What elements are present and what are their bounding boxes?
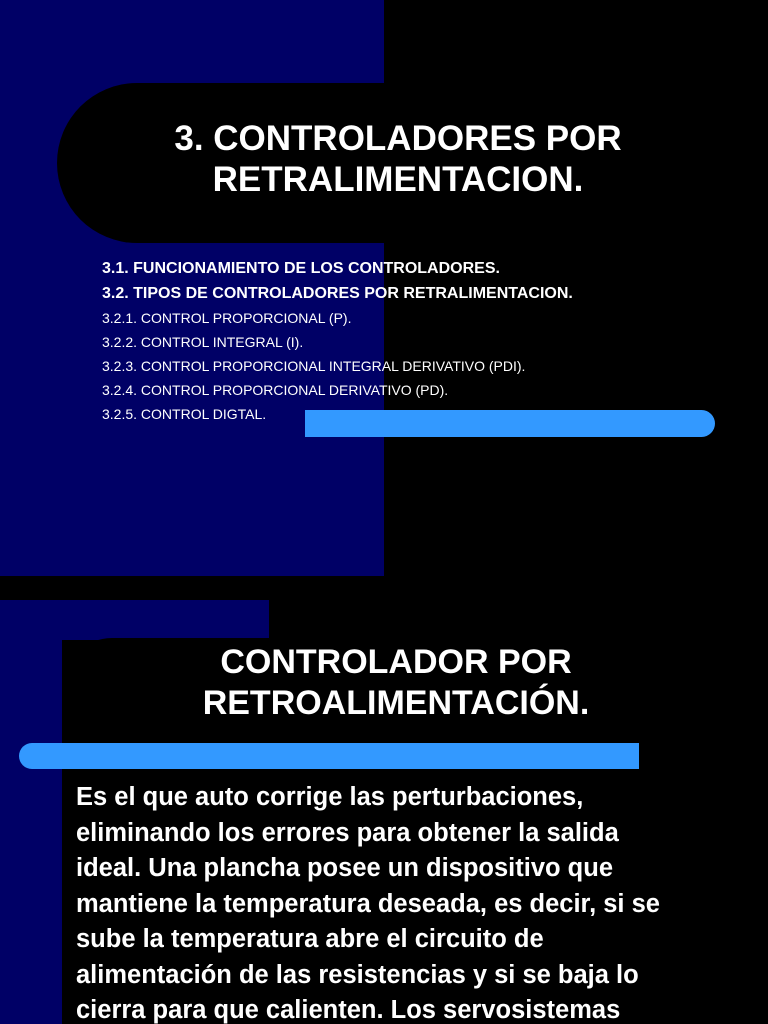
outline-item: 3.2. TIPOS DE CONTROLADORES POR RETRALIMENTACION. (102, 285, 573, 302)
slide-title (130, 642, 662, 724)
accent-bar (19, 743, 639, 769)
outline-subitem: 3.2.3. CONTROL PROPORCIONAL INTEGRAL DERIVATIVO (PDI). (102, 358, 526, 374)
body-line: eliminando los errores para obtener la salida (76, 818, 619, 847)
slide-title-line-2: RETROALIMENTACIÓN. (202, 683, 590, 722)
outline-subitem: 3.2.4. CONTROL PROPORCIONAL DERIVATIVO (PD). (102, 382, 449, 398)
outline-item: 3.1. FUNCIONAMIENTO DE LOS CONTROLADORES. (102, 260, 500, 277)
accent-bar (305, 410, 715, 437)
body-line: sube la temperatura abre el circuito de (76, 925, 544, 953)
slide-title-line-1: 3. CONTROLADORES POR (174, 119, 622, 158)
body-line: mantiene la temperatura deseada, es decir, si se (76, 889, 660, 918)
slide-controlador-retroalimentacion (0, 600, 768, 1024)
body-line: cierra para que calienten. Los servosistemas (76, 996, 621, 1024)
body-paragraph (76, 780, 748, 1024)
body-line: ideal. Una plancha posee un dispositivo que (76, 854, 614, 882)
slide-title-line-1: CONTROLADOR POR (220, 643, 572, 681)
slide-title-line-2: RETRALIMENTACION. (212, 160, 584, 200)
blue-left-strip (0, 600, 62, 1024)
outline-list (102, 256, 742, 426)
outline-subitem: 3.2.5. CONTROL DIGTAL. (102, 406, 267, 422)
outline-subitem: 3.2.2. CONTROL INTEGRAL (I). (102, 334, 304, 350)
body-line: alimentación de las resistencias y si se baja lo (76, 960, 639, 989)
slide-title (120, 118, 676, 201)
body-line: Es el que auto corrige las perturbaciones, (76, 783, 584, 811)
outline-subitem: 3.2.1. CONTROL PROPORCIONAL (P). (102, 310, 352, 326)
